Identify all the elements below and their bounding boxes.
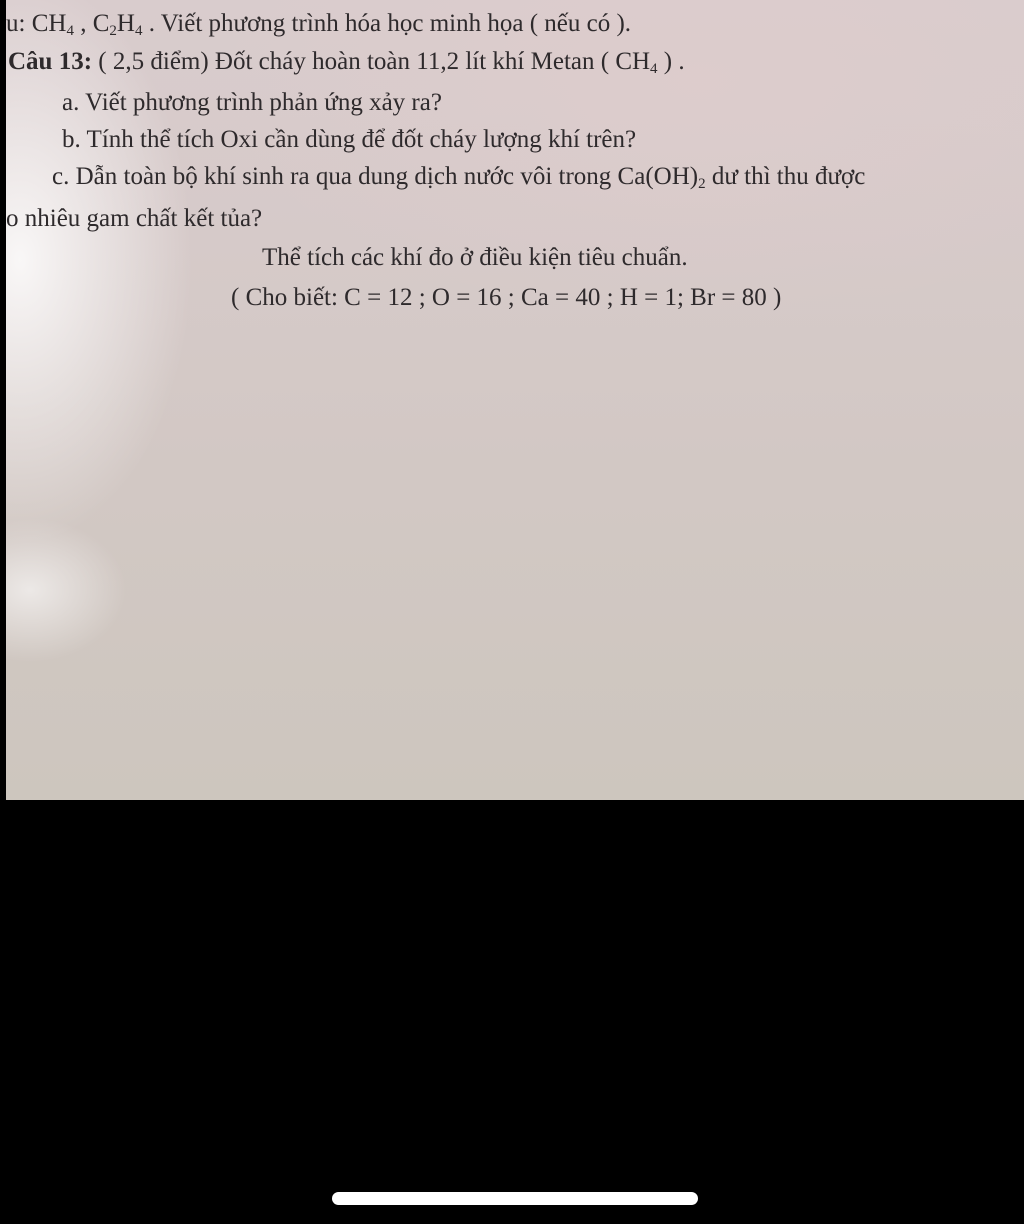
text-run: Thể tích các khí đo ở điều kiện tiêu chuẩn. xyxy=(262,244,688,271)
question-13-part-c xyxy=(52,163,866,192)
text-run: o nhiêu gam chất kết tủa? xyxy=(6,205,263,232)
question-label: Câu 13: xyxy=(8,48,93,75)
subscript: 2 xyxy=(109,23,117,39)
text-run: b. Tính thể tích Oxi cần dùng để đốt cháy lượng khí trên? xyxy=(62,126,637,153)
text-run: dư thì thu được xyxy=(705,163,866,190)
text-run: a. Viết phương trình phản ứng xảy ra? xyxy=(62,89,442,116)
subscript: 4 xyxy=(650,61,658,77)
atomic-masses-note xyxy=(231,285,781,310)
question-13-part-b xyxy=(62,127,636,152)
text-run: . Viết phương trình hóa học minh họa ( nếu có ). xyxy=(142,10,632,37)
text-run: c. Dẫn toàn bộ khí sinh ra qua dung dịch nước vôi trong Ca(OH) xyxy=(52,163,699,190)
text-run: H xyxy=(116,10,135,37)
text-line-formula-prompt xyxy=(6,10,632,39)
home-indicator-bar[interactable] xyxy=(332,1192,698,1205)
photo-left-edge xyxy=(0,0,6,800)
question-13-part-a xyxy=(62,90,442,115)
subscript: 4 xyxy=(134,23,143,39)
text-run: ( 2,5 điểm) Đốt cháy hoàn toàn 11,2 lít khí Metan ( CH xyxy=(92,48,651,75)
subscript: 4 xyxy=(66,23,74,39)
text-run: ) . xyxy=(657,48,685,75)
text-run: , C xyxy=(73,10,110,37)
standard-conditions-note xyxy=(262,245,688,270)
text-run: u: CH xyxy=(6,10,67,37)
question-13-heading xyxy=(8,48,685,77)
subscript: 2 xyxy=(698,176,706,192)
question-13-part-c-continued xyxy=(6,206,262,231)
text-run: ( Cho biết: C = 12 ; O = 16 ; Ca = 40 ; H = 1; Br = 80 ) xyxy=(231,284,782,311)
